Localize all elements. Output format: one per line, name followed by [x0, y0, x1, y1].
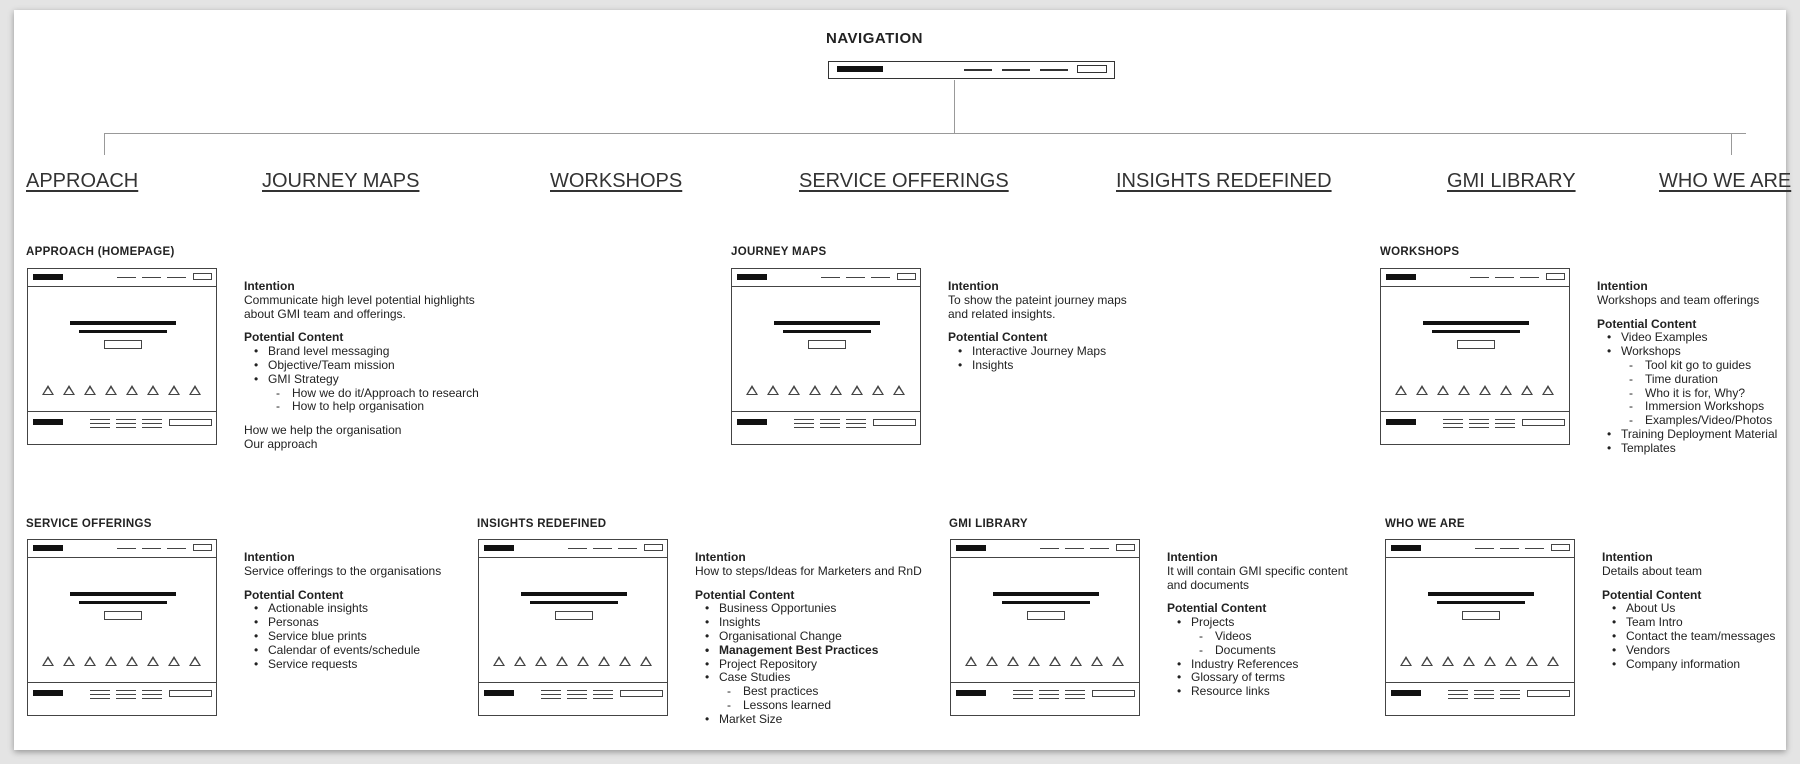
triangle-icon — [893, 385, 905, 395]
wireframe-footer-logo — [33, 419, 63, 425]
intention-text: To show the pateint journey maps — [948, 292, 1127, 307]
triangle-icon — [147, 385, 159, 395]
triangle-icon — [809, 385, 821, 395]
potential-content-heading: Potential Content — [1602, 587, 1702, 602]
wireframe-nav-button — [1116, 544, 1135, 551]
wireframe-nav-link — [117, 548, 136, 549]
wireframe-nav-link — [1525, 548, 1544, 549]
navigation-bar-wireframe — [828, 61, 1115, 79]
wireframe-nav-link — [142, 277, 161, 278]
triangle-icon — [1028, 656, 1040, 666]
wireframe-footer-logo — [956, 690, 986, 696]
page-wireframe — [27, 539, 217, 716]
wireframe-footer-links — [1474, 690, 1494, 702]
content-item: • Contact the team/messages — [1602, 630, 1775, 644]
content-item: • Organisational Change — [695, 630, 922, 644]
content-item: • Insights — [948, 359, 1127, 373]
wireframe-header — [479, 540, 667, 558]
wireframe-footer-links — [142, 419, 162, 431]
content-list — [695, 602, 922, 726]
content-item: • GMI Strategy — [244, 373, 479, 387]
intention-text: Communicate high level potential highlights — [244, 292, 475, 307]
wireframe-nav-button — [193, 273, 212, 280]
triangle-icon — [1007, 656, 1019, 666]
wireframe-hero-subheading — [783, 330, 871, 333]
page-title: WHO WE ARE — [1385, 518, 1465, 530]
intention-heading: Intention — [1602, 550, 1653, 564]
intention-heading: Intention — [1597, 279, 1648, 293]
wireframe-cta-button — [1457, 340, 1495, 349]
wireframe-hero-heading — [774, 321, 880, 325]
wireframe-footer-links — [116, 690, 136, 702]
content-item: • Insights — [695, 616, 922, 630]
wireframe-nav-link — [1500, 548, 1519, 549]
triangle-icon — [1521, 385, 1533, 395]
page-title: JOURNEY MAPS — [731, 246, 827, 258]
triangle-icon — [63, 656, 75, 666]
wireframe-hero-subheading — [1002, 601, 1090, 604]
page-description — [244, 280, 479, 452]
intention-heading: Intention — [695, 550, 746, 564]
triangle-icon — [872, 385, 884, 395]
wireframe-logo — [1386, 274, 1416, 280]
content-item: • Projects — [1167, 616, 1348, 630]
content-list — [1597, 331, 1777, 455]
triangle-icon — [556, 656, 568, 666]
page-note: Our approach — [244, 436, 318, 451]
triangle-icon — [1070, 656, 1082, 666]
triangle-icon — [1112, 656, 1124, 666]
page-title: GMI LIBRARY — [949, 518, 1028, 530]
intention-text: about GMI team and offerings. — [244, 306, 406, 321]
wireframe-footer-links — [567, 690, 587, 702]
triangle-icon — [147, 656, 159, 666]
wireframe-hero-subheading — [79, 601, 167, 604]
section-who-we-are: WHO WE ARE — [1659, 170, 1792, 192]
wireframe-nav-button — [193, 544, 212, 551]
wireframe-nav-link — [1520, 277, 1539, 278]
page-title: APPROACH (HOMEPAGE) — [26, 246, 175, 258]
content-item: • About Us — [1602, 602, 1775, 616]
content-item: • Case Studies — [695, 671, 922, 685]
wireframe-nav-link — [593, 548, 612, 549]
wireframe-cta-button — [104, 611, 142, 620]
triangle-icon — [535, 656, 547, 666]
content-subitem: - How to help organisation — [244, 400, 479, 414]
content-subitem: - Best practices — [695, 685, 922, 699]
nav-link-placeholder — [964, 69, 992, 71]
triangle-icon — [1547, 656, 1559, 666]
intention-text: How to steps/Ideas for Marketers and RnD — [695, 563, 922, 578]
wireframe-footer-links — [1039, 690, 1059, 702]
triangle-icon — [168, 385, 180, 395]
wireframe-hero-subheading — [79, 330, 167, 333]
triangle-icon — [63, 385, 75, 395]
section-gmi-library: GMI LIBRARY — [1447, 170, 1576, 192]
wireframe-header — [1381, 269, 1569, 287]
wireframe-footer-links — [142, 690, 162, 702]
wireframe-logo — [33, 274, 63, 280]
wireframe-footer-links — [116, 419, 136, 431]
nav-button-placeholder — [1077, 65, 1107, 73]
triangle-icon — [1416, 385, 1428, 395]
content-item: • Project Repository — [695, 658, 922, 672]
triangle-icon — [42, 656, 54, 666]
connector-drop-right — [1731, 133, 1732, 155]
content-subitem: - Time duration — [1597, 373, 1777, 387]
triangle-icon — [1505, 656, 1517, 666]
wireframe-logo — [33, 545, 63, 551]
wireframe-nav-link — [1090, 548, 1109, 549]
content-item: • Industry References — [1167, 658, 1348, 672]
triangle-icon — [598, 656, 610, 666]
wireframe-nav-link — [1470, 277, 1489, 278]
wireframe-hero-heading — [1428, 592, 1534, 596]
wireframe-nav-link — [618, 548, 637, 549]
triangle-icon — [493, 656, 505, 666]
wireframe-cta-button — [808, 340, 846, 349]
triangle-icon — [84, 656, 96, 666]
content-item: • Vendors — [1602, 644, 1775, 658]
wireframe-footer-input — [169, 690, 212, 697]
wireframe-nav-button — [897, 273, 916, 280]
intention-text: and documents — [1167, 577, 1250, 592]
wireframe-cta-button — [555, 611, 593, 620]
wireframe-nav-button — [1551, 544, 1570, 551]
triangle-icon — [1479, 385, 1491, 395]
nav-logo-placeholder — [837, 66, 883, 72]
intention-heading: Intention — [244, 550, 295, 564]
wireframe-footer — [28, 411, 216, 444]
wireframe-logo — [484, 545, 514, 551]
content-item: • Brand level messaging — [244, 345, 479, 359]
wireframe-nav-link — [821, 277, 840, 278]
content-subitem: - Videos — [1167, 630, 1348, 644]
triangle-icon — [1458, 385, 1470, 395]
wireframe-footer-logo — [1386, 419, 1416, 425]
wireframe-nav-button — [644, 544, 663, 551]
nav-link-placeholder — [1002, 69, 1030, 71]
wireframe-footer — [951, 682, 1139, 715]
wireframe-footer-links — [1448, 690, 1468, 702]
wireframe-footer-links — [90, 419, 110, 431]
wireframe-nav-link — [142, 548, 161, 549]
triangle-icon — [168, 656, 180, 666]
wireframe-footer — [1386, 682, 1574, 715]
triangle-icon — [1395, 385, 1407, 395]
section-workshops: WORKSHOPS — [550, 170, 683, 192]
triangle-icon — [986, 656, 998, 666]
wireframe-hero-subheading — [1437, 601, 1525, 604]
triangle-icon — [619, 656, 631, 666]
triangle-icon — [105, 385, 117, 395]
wireframe-footer-input — [169, 419, 212, 426]
wireframe-footer-input — [873, 419, 916, 426]
wireframe-logo — [737, 274, 767, 280]
content-subitem: - Documents — [1167, 644, 1348, 658]
intention-text: and related insights. — [948, 306, 1056, 321]
content-item: • Team Intro — [1602, 616, 1775, 630]
potential-content-heading: Potential Content — [1597, 316, 1697, 331]
intention-heading: Intention — [244, 279, 295, 293]
wireframe-footer-input — [1522, 419, 1565, 426]
wireframe-cta-button — [1027, 611, 1065, 620]
content-item: • Workshops — [1597, 345, 1777, 359]
page-description — [695, 551, 922, 727]
potential-content-heading: Potential Content — [948, 330, 1048, 345]
wireframe-footer-links — [1495, 419, 1515, 431]
page-note: How we help the organisation — [244, 423, 402, 438]
page-wireframe — [1385, 539, 1575, 716]
wireframe-header — [732, 269, 920, 287]
connector-drop-left — [104, 133, 105, 155]
wireframe-footer — [479, 682, 667, 715]
wireframe-nav-link — [1065, 548, 1084, 549]
wireframe-nav-link — [167, 277, 186, 278]
intention-text: It will contain GMI specific content — [1167, 563, 1348, 578]
wireframe-hero-heading — [1423, 321, 1529, 325]
potential-content-heading: Potential Content — [1167, 601, 1267, 616]
wireframe-hero-heading — [70, 592, 176, 596]
page-wireframe — [731, 268, 921, 445]
wireframe-nav-link — [1475, 548, 1494, 549]
triangle-icon — [830, 385, 842, 395]
wireframe-footer-logo — [33, 690, 63, 696]
wireframe-footer-input — [1527, 690, 1570, 697]
wireframe-header — [28, 269, 216, 287]
section-journey-maps: JOURNEY MAPS — [262, 170, 420, 192]
wireframe-footer-links — [1013, 690, 1033, 702]
page-description — [1167, 551, 1348, 699]
triangle-icon — [1421, 656, 1433, 666]
content-subitem: - Immersion Workshops — [1597, 400, 1777, 414]
triangle-icon — [514, 656, 526, 666]
wireframe-footer — [28, 682, 216, 715]
wireframe-header — [28, 540, 216, 558]
intention-text: Details about team — [1602, 563, 1703, 578]
page-wireframe — [1380, 268, 1570, 445]
wireframe-footer — [1381, 411, 1569, 444]
wireframe-footer-links — [541, 690, 561, 702]
intention-heading: Intention — [948, 279, 999, 293]
wireframe-footer-links — [846, 419, 866, 431]
content-item: • Market Size — [695, 713, 922, 727]
triangle-icon — [126, 656, 138, 666]
triangle-icon — [1049, 656, 1061, 666]
triangle-icon — [851, 385, 863, 395]
wireframe-footer-links — [1500, 690, 1520, 702]
triangle-icon — [965, 656, 977, 666]
wireframe-nav-link — [1495, 277, 1514, 278]
wireframe-hero-subheading — [1432, 330, 1520, 333]
page-wireframe — [950, 539, 1140, 716]
content-list — [244, 602, 441, 671]
wireframe-nav-link — [846, 277, 865, 278]
wireframe-footer-links — [593, 690, 613, 702]
triangle-icon — [1091, 656, 1103, 666]
wireframe-footer-logo — [737, 419, 767, 425]
content-subitem: - Lessons learned — [695, 699, 922, 713]
triangle-icon — [84, 385, 96, 395]
content-list — [1167, 616, 1348, 699]
triangle-icon — [1463, 656, 1475, 666]
nav-link-placeholder — [1040, 69, 1068, 71]
potential-content-heading: Potential Content — [244, 330, 344, 345]
wireframe-footer-input — [620, 690, 663, 697]
triangle-icon — [105, 656, 117, 666]
connector-trunk — [954, 80, 955, 133]
triangle-icon — [42, 385, 54, 395]
wireframe-footer-logo — [1391, 690, 1421, 696]
potential-content-heading: Potential Content — [695, 587, 795, 602]
wireframe-footer-links — [794, 419, 814, 431]
content-item: • Video Examples — [1597, 331, 1777, 345]
page-wireframe — [27, 268, 217, 445]
triangle-icon — [1484, 656, 1496, 666]
wireframe-footer-links — [820, 419, 840, 431]
triangle-icon — [189, 656, 201, 666]
page-title: INSIGHTS REDEFINED — [477, 518, 607, 530]
section-insights-redefined: INSIGHTS REDEFINED — [1116, 170, 1332, 192]
page-description — [1597, 280, 1777, 456]
wireframe-logo — [956, 545, 986, 551]
intention-text: Workshops and team offerings — [1597, 292, 1760, 307]
triangle-icon — [767, 385, 779, 395]
page-wireframe — [478, 539, 668, 716]
wireframe-footer — [732, 411, 920, 444]
triangle-icon — [1437, 385, 1449, 395]
content-item: • Resource links — [1167, 685, 1348, 699]
triangle-icon — [640, 656, 652, 666]
content-item: • Calendar of events/schedule — [244, 644, 441, 658]
wireframe-nav-link — [1040, 548, 1059, 549]
wireframe-hero-heading — [993, 592, 1099, 596]
content-list — [948, 345, 1127, 373]
wireframe-hero-heading — [521, 592, 627, 596]
wireframe-hero-heading — [70, 321, 176, 325]
triangle-icon — [746, 385, 758, 395]
navigation-title: NAVIGATION — [826, 30, 923, 47]
content-item: • Personas — [244, 616, 441, 630]
connector-branch — [104, 133, 1746, 134]
triangle-icon — [577, 656, 589, 666]
wireframe-nav-link — [117, 277, 136, 278]
content-item: • Interactive Journey Maps — [948, 345, 1127, 359]
wireframe-nav-link — [167, 548, 186, 549]
section-service-offerings: SERVICE OFFERINGS — [799, 170, 1009, 192]
wireframe-footer-links — [1469, 419, 1489, 431]
content-item: • Management Best Practices — [695, 644, 922, 658]
intention-text: Service offerings to the organisations — [244, 563, 442, 578]
triangle-icon — [788, 385, 800, 395]
wireframe-header — [1386, 540, 1574, 558]
page-description — [244, 551, 441, 671]
page-description — [1602, 551, 1775, 671]
triangle-icon — [1542, 385, 1554, 395]
wireframe-cta-button — [104, 340, 142, 349]
content-item: • Actionable insights — [244, 602, 441, 616]
potential-content-heading: Potential Content — [244, 587, 344, 602]
wireframe-footer-logo — [484, 690, 514, 696]
section-approach: APPROACH — [26, 170, 139, 192]
content-item: • Company information — [1602, 658, 1775, 672]
wireframe-footer-input — [1092, 690, 1135, 697]
content-item: • Training Deployment Material — [1597, 428, 1777, 442]
content-item: • Glossary of terms — [1167, 671, 1348, 685]
page-title: SERVICE OFFERINGS — [26, 518, 152, 530]
page-title: WORKSHOPS — [1380, 246, 1460, 258]
sitemap-sheet — [14, 10, 1792, 750]
content-item: • Service requests — [244, 658, 441, 672]
content-subitem: - How we do it/Approach to research — [244, 387, 479, 401]
triangle-icon — [1442, 656, 1454, 666]
wireframe-logo — [1391, 545, 1421, 551]
triangle-icon — [126, 385, 138, 395]
page-description — [948, 280, 1127, 373]
wireframe-nav-button — [1546, 273, 1565, 280]
wireframe-cta-button — [1462, 611, 1500, 620]
content-item: • Templates — [1597, 442, 1777, 456]
triangle-icon — [1400, 656, 1412, 666]
wireframe-footer-links — [1443, 419, 1463, 431]
content-item: • Objective/Team mission — [244, 359, 479, 373]
intention-heading: Intention — [1167, 550, 1218, 564]
content-list — [1602, 602, 1775, 671]
triangle-icon — [1500, 385, 1512, 395]
wireframe-hero-subheading — [530, 601, 618, 604]
wireframe-nav-link — [568, 548, 587, 549]
triangle-icon — [1526, 656, 1538, 666]
content-subitem: - Who it is for, Why? — [1597, 387, 1777, 401]
content-subitem: - Examples/Video/Photos — [1597, 414, 1777, 428]
content-item: • Service blue prints — [244, 630, 441, 644]
wireframe-footer-links — [1065, 690, 1085, 702]
content-item: • Business Opportunies — [695, 602, 922, 616]
content-subitem: - Tool kit go to guides — [1597, 359, 1777, 373]
wireframe-header — [951, 540, 1139, 558]
content-list — [244, 345, 479, 414]
triangle-icon — [189, 385, 201, 395]
wireframe-nav-link — [871, 277, 890, 278]
wireframe-footer-links — [90, 690, 110, 702]
